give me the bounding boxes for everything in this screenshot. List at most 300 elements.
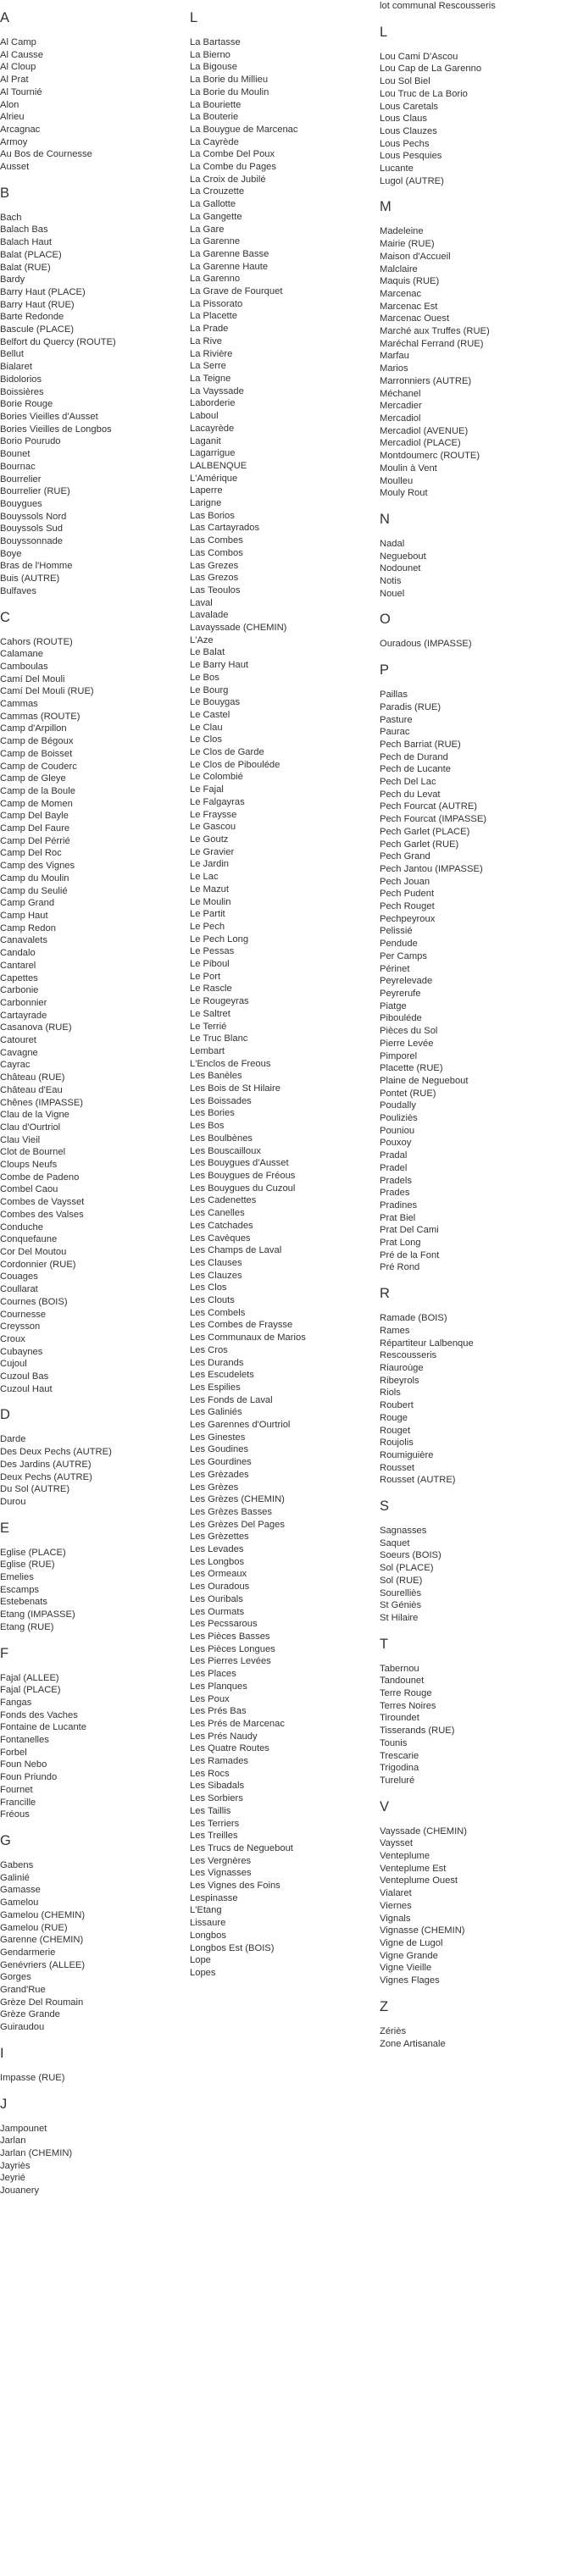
street-link-des-jardins-autre[interactable]: Des Jardins (AUTRE) — [0, 1459, 92, 1470]
street-link-les-clauses[interactable]: Les Clauses — [190, 1257, 242, 1268]
street-link-lou-cap-de-la-garenno[interactable]: Lou Cap de La Garenno — [380, 64, 482, 75]
street-link-le-barry-haut[interactable]: Le Barry Haut — [190, 660, 249, 671]
street-link-camp-redon[interactable]: Camp Redon — [0, 922, 56, 933]
street-link-tabernou[interactable]: Tabernou — [380, 1663, 419, 1674]
street-link-la-bouterie[interactable]: La Bouterie — [190, 112, 239, 123]
street-link-mercadiol[interactable]: Mercadiol — [380, 413, 421, 424]
street-link-les-places[interactable]: Les Places — [190, 1669, 236, 1680]
street-link-laboul[interactable]: Laboul — [190, 411, 219, 422]
street-link-pech-garlet-rue[interactable]: Pech Garlet (RUE) — [380, 839, 459, 850]
street-link-prades[interactable]: Prades — [380, 1188, 410, 1199]
street-link-prat-biel[interactable]: Prat Biel — [380, 1212, 416, 1223]
street-link-laval[interactable]: Laval — [190, 597, 213, 608]
street-link-escamps[interactable]: Escamps — [0, 1584, 40, 1595]
street-link-pradels[interactable]: Pradels — [380, 1175, 412, 1186]
street-link-jampounet[interactable]: Jampounet — [0, 2123, 47, 2134]
street-link-belfort-du-quercy-route[interactable]: Belfort du Quercy (ROUTE) — [0, 336, 116, 347]
street-link-boissieres[interactable]: Boissières — [0, 386, 44, 397]
street-link-pech-grand[interactable]: Pech Grand — [380, 851, 430, 862]
street-link-combes-des-valses[interactable]: Combes des Valses — [0, 1209, 84, 1220]
street-link-clau-vieil[interactable]: Clau Vieil — [0, 1134, 41, 1145]
street-link-bourrelier-rue[interactable]: Bourrelier (RUE) — [0, 486, 70, 497]
street-link-tisserands-rue[interactable]: Tisserands (RUE) — [380, 1726, 455, 1737]
street-link-les-communaux-de-marios[interactable]: Les Communaux de Marios — [190, 1332, 306, 1343]
street-link-foun-priundo[interactable]: Foun Priundo — [0, 1772, 58, 1783]
street-link-les-canelles[interactable]: Les Canelles — [190, 1208, 245, 1219]
street-link-la-prade[interactable]: La Prade — [190, 324, 229, 335]
street-link-moulleu[interactable]: Moulleu — [380, 475, 414, 486]
street-link-la-cayrede[interactable]: La Cayrède — [190, 136, 239, 147]
street-link-clot-de-bournel[interactable]: Clot de Bournel — [0, 1147, 66, 1158]
street-link-le-clau[interactable]: Le Clau — [190, 722, 223, 733]
street-link-les-pres-de-marcenac[interactable]: Les Prés de Marcenac — [190, 1718, 285, 1729]
street-link-le-port[interactable]: Le Port — [190, 971, 221, 982]
street-link-cujoul[interactable]: Cujoul — [0, 1359, 27, 1370]
street-link-le-colombie[interactable]: Le Colombié — [190, 772, 243, 783]
street-link-st-genies[interactable]: St Géniès — [380, 1600, 422, 1611]
street-link-pech-barriat-rue[interactable]: Pech Barriat (RUE) — [380, 739, 461, 750]
street-link-poudally[interactable]: Poudally — [380, 1100, 416, 1111]
street-link-la-garenne-haute[interactable]: La Garenne Haute — [190, 261, 269, 272]
street-link-le-piboul[interactable]: Le Piboul — [190, 959, 230, 970]
street-link-lous-pechs[interactable]: Lous Pechs — [380, 138, 430, 149]
street-link-casanova-rue[interactable]: Casanova (RUE) — [0, 1022, 72, 1033]
street-link-les-goudines[interactable]: Les Goudines — [190, 1444, 249, 1455]
street-link-neguebout[interactable]: Neguebout — [380, 551, 426, 562]
street-link-les-espilies[interactable]: Les Espilies — [190, 1382, 241, 1393]
street-link-cammas[interactable]: Cammas — [0, 699, 38, 710]
street-link-les-baneles[interactable]: Les Banèles — [190, 1071, 242, 1082]
street-link-fonds-des-vaches[interactable]: Fonds des Vaches — [0, 1709, 78, 1720]
street-link-les-grezes-chemin[interactable]: Les Grèzes (CHEMIN) — [190, 1494, 285, 1505]
street-link-freous[interactable]: Fréous — [0, 1809, 30, 1820]
street-link-pimporel[interactable]: Pimporel — [380, 1050, 418, 1061]
street-link-le-clos-de-garde[interactable]: Le Clos de Garde — [190, 747, 264, 758]
street-link-las-cartayrados[interactable]: Las Cartayrados — [190, 523, 260, 534]
street-link-laperre[interactable]: Laperre — [190, 485, 223, 496]
street-link-deux-pechs-autre[interactable]: Deux Pechs (AUTRE) — [0, 1471, 92, 1482]
street-link-gamelou-rue[interactable]: Gamelou (RUE) — [0, 1922, 68, 1933]
street-link-lissaure[interactable]: Lissaure — [190, 1918, 226, 1929]
street-link-foun-nebo[interactable]: Foun Nebo — [0, 1759, 47, 1770]
street-link-garenne-chemin[interactable]: Garenne (CHEMIN) — [0, 1935, 84, 1946]
street-link-peyrelevade[interactable]: Peyrelevade — [380, 976, 433, 987]
street-link-repartiteur-lalbenque[interactable]: Répartiteur Lalbenque — [380, 1338, 474, 1349]
street-link-les-catchades[interactable]: Les Catchades — [190, 1220, 253, 1231]
street-link-tounis[interactable]: Tounis — [380, 1737, 408, 1748]
street-link-le-gravier[interactable]: Le Gravier — [190, 846, 235, 857]
street-link-bras-de-l-homme[interactable]: Bras de l'Homme — [0, 561, 73, 572]
street-link-le-bouygas[interactable]: Le Bouygas — [190, 697, 241, 708]
street-link-cournesse[interactable]: Cournesse — [0, 1309, 47, 1320]
street-link-les-bouygues-de-freous[interactable]: Les Bouygues de Fréous — [190, 1170, 296, 1181]
street-link-francille[interactable]: Francille — [0, 1797, 36, 1808]
street-link-les-poux[interactable]: Les Poux — [190, 1693, 230, 1704]
street-link-les-galinies[interactable]: Les Galiniés — [190, 1407, 242, 1418]
street-link-candalo[interactable]: Candalo — [0, 948, 36, 959]
street-link-carbonie[interactable]: Carbonie — [0, 985, 39, 996]
street-link-les-vignasses[interactable]: Les Vignasses — [190, 1868, 252, 1879]
street-link-des-deux-pechs-autre[interactable]: Des Deux Pechs (AUTRE) — [0, 1447, 112, 1458]
street-link-la-vayssade[interactable]: La Vayssade — [190, 385, 244, 396]
street-link-le-moulin[interactable]: Le Moulin — [190, 896, 231, 907]
street-link-borie-rouge[interactable]: Borie Rouge — [0, 399, 53, 410]
street-link-plaine-de-neguebout[interactable]: Plaine de Neguebout — [380, 1075, 469, 1086]
street-link-cubaynes[interactable]: Cubaynes — [0, 1346, 43, 1357]
street-link-lou-truc-de-la-borio[interactable]: Lou Truc de La Borio — [380, 88, 468, 99]
street-link-sagnasses[interactable]: Sagnasses — [380, 1526, 427, 1537]
street-link-le-clos-de-piboulede[interactable]: Le Clos de Pibouléde — [190, 759, 280, 770]
street-link-prat-del-cami[interactable]: Prat Del Cami — [380, 1225, 439, 1236]
street-link-chateau-rue[interactable]: Château (RUE) — [0, 1072, 65, 1083]
street-link-pechpeyroux[interactable]: Pechpeyroux — [380, 913, 436, 924]
street-link-fournet[interactable]: Fournet — [0, 1784, 33, 1795]
street-link-cor-del-moutou[interactable]: Cor Del Moutou — [0, 1246, 67, 1257]
street-link-les-vergneres[interactable]: Les Vergnères — [190, 1855, 252, 1866]
street-link-bellut[interactable]: Bellut — [0, 349, 24, 360]
street-link-le-goutz[interactable]: Le Goutz — [190, 834, 229, 845]
street-link-lugol-autre[interactable]: Lugol (AUTRE) — [380, 175, 444, 186]
street-link-cuzoul-haut[interactable]: Cuzoul Haut — [0, 1383, 53, 1394]
street-link-le-truc-blanc[interactable]: Le Truc Blanc — [190, 1033, 248, 1044]
street-link-las-borios[interactable]: Las Borios — [190, 510, 235, 521]
street-link-conduche[interactable]: Conduche — [0, 1222, 44, 1233]
street-link-les-planques[interactable]: Les Planques — [190, 1681, 247, 1692]
street-link-pech-fourcat-impasse[interactable]: Pech Fourcat (IMPASSE) — [380, 814, 487, 825]
street-link-prat-long[interactable]: Prat Long — [380, 1238, 421, 1249]
street-link-boye[interactable]: Boye — [0, 548, 22, 559]
street-link-piboulede[interactable]: Pibouléde — [380, 1013, 422, 1024]
street-link-pech-pudent[interactable]: Pech Pudent — [380, 889, 435, 900]
street-link-venteplume-ouest[interactable]: Venteplume Ouest — [380, 1875, 458, 1886]
street-link-camp-de-momen[interactable]: Camp de Momen — [0, 798, 73, 809]
street-link-alon[interactable]: Alon — [0, 99, 19, 110]
street-link-les-grezettes[interactable]: Les Grèzettes — [190, 1532, 249, 1543]
street-link-croux[interactable]: Croux — [0, 1333, 25, 1344]
street-link-les-fonds-de-laval[interactable]: Les Fonds de Laval — [190, 1394, 273, 1405]
street-link-les-champs-de-laval[interactable]: Les Champs de Laval — [190, 1245, 282, 1256]
street-link-barte-redonde[interactable]: Barte Redonde — [0, 312, 64, 323]
street-link-arcagnac[interactable]: Arcagnac — [0, 124, 41, 135]
street-link-les-clauzes[interactable]: Les Clauzes — [190, 1270, 242, 1281]
street-link-couages[interactable]: Couages — [0, 1271, 38, 1282]
street-link-la-riviere[interactable]: La Rivière — [190, 348, 233, 359]
street-link-nadal[interactable]: Nadal — [380, 538, 405, 549]
street-link-piatge[interactable]: Piatge — [380, 1000, 407, 1011]
street-link-tandounet[interactable]: Tandounet — [380, 1676, 425, 1687]
street-link-marcenac[interactable]: Marcenac — [380, 288, 422, 299]
street-link-la-garenne[interactable]: La Garenne — [190, 236, 241, 247]
street-link-coullarat[interactable]: Coullarat — [0, 1284, 38, 1295]
street-link-al-causse[interactable]: Al Causse — [0, 49, 43, 60]
street-link-lavayssade-chemin[interactable]: Lavayssade (CHEMIN) — [190, 623, 287, 634]
street-link-les-sibadals[interactable]: Les Sibadals — [190, 1781, 245, 1792]
street-link-pasture[interactable]: Pasture — [380, 714, 413, 725]
street-link-les-rocs[interactable]: Les Rocs — [190, 1768, 230, 1779]
street-link-camp-d-arpillon[interactable]: Camp d'Arpillon — [0, 723, 67, 734]
street-link-cartayrade[interactable]: Cartayrade — [0, 1010, 47, 1021]
street-link-gamelou[interactable]: Gamelou — [0, 1897, 39, 1908]
street-link-mouly-rout[interactable]: Mouly Rout — [380, 488, 428, 499]
street-link-camp-des-vignes[interactable]: Camp des Vignes — [0, 861, 75, 872]
street-link-pouniou[interactable]: Pouniou — [380, 1125, 415, 1136]
street-link-riaurouge[interactable]: Riauroùge — [380, 1362, 424, 1373]
street-link-ramade-bois[interactable]: Ramade (BOIS) — [380, 1313, 447, 1324]
street-link-la-gare[interactable]: La Gare — [190, 224, 225, 235]
street-link-balat-rue[interactable]: Balat (RUE) — [0, 262, 51, 273]
street-link-genevriers-allee[interactable]: Genévriers (ALLEE) — [0, 1959, 86, 1970]
street-link-canavalets[interactable]: Canavalets — [0, 935, 47, 946]
street-link-marios[interactable]: Marios — [380, 363, 408, 374]
street-link-las-teoulos[interactable]: Las Teoulos — [190, 584, 241, 596]
street-link-pre-rond[interactable]: Pré Rond — [380, 1262, 420, 1273]
street-link-pontet-rue[interactable]: Pontet (RUE) — [380, 1088, 436, 1099]
street-link-les-bouygues-d-ausset[interactable]: Les Bouygues d'Ausset — [190, 1158, 289, 1169]
street-link-turelure[interactable]: Tureluré — [380, 1775, 415, 1786]
street-link-les-taillis[interactable]: Les Taillis — [190, 1805, 231, 1816]
street-link-vignals[interactable]: Vignals — [380, 1913, 411, 1924]
street-link-jayries[interactable]: Jayriès — [0, 2160, 31, 2171]
street-link-rames[interactable]: Rames — [380, 1325, 410, 1336]
street-link-mairie-rue[interactable]: Mairie (RUE) — [380, 239, 435, 250]
street-link-camp-du-seulie[interactable]: Camp du Seulié — [0, 885, 68, 896]
street-link-vayssade-chemin[interactable]: Vayssade (CHEMIN) — [380, 1825, 467, 1836]
street-link-les-ginestes[interactable]: Les Ginestes — [190, 1432, 246, 1443]
street-link-saquet[interactable]: Saquet — [380, 1537, 410, 1548]
street-link-creysson[interactable]: Creysson — [0, 1321, 41, 1332]
street-link-la-bartasse[interactable]: La Bartasse — [190, 37, 241, 47]
street-link-rousset-autre[interactable]: Rousset (AUTRE) — [380, 1475, 456, 1486]
street-link-marronniers-autre[interactable]: Marronniers (AUTRE) — [380, 375, 472, 386]
street-link-la-borie-du-millieu[interactable]: La Borie du Millieu — [190, 75, 269, 86]
street-link-catouret[interactable]: Catouret — [0, 1035, 36, 1046]
street-link-mercadiol-place[interactable]: Mercadiol (PLACE) — [380, 438, 461, 449]
street-link-la-bouygue-de-marcenac[interactable]: La Bouygue de Marcenac — [190, 124, 298, 135]
street-link-fontanelles[interactable]: Fontanelles — [0, 1735, 49, 1746]
street-link-jouanery[interactable]: Jouanery — [0, 2185, 40, 2197]
street-link-notis[interactable]: Notis — [380, 576, 402, 587]
street-link-rouget[interactable]: Rouget — [380, 1425, 411, 1436]
street-link-les-pieces-longues[interactable]: Les Pièces Longues — [190, 1643, 275, 1654]
street-link-le-falgayras[interactable]: Le Falgayras — [190, 796, 245, 807]
street-link-lembart[interactable]: Lembart — [190, 1045, 225, 1056]
street-link-pelissie[interactable]: Pelissié — [380, 926, 413, 937]
street-link-le-pessas[interactable]: Le Pessas — [190, 946, 235, 957]
street-link-lalbenque[interactable]: LALBENQUE — [190, 460, 247, 471]
street-link-pieces-du-sol[interactable]: Pièces du Sol — [380, 1026, 438, 1037]
street-link-les-grezades[interactable]: Les Grèzades — [190, 1469, 249, 1480]
street-link-gorges[interactable]: Gorges — [0, 1972, 31, 1983]
street-link-le-fajal[interactable]: Le Fajal — [190, 784, 224, 795]
street-link-les-ourmats[interactable]: Les Ourmats — [190, 1606, 245, 1617]
street-link-eglise-place[interactable]: Eglise (PLACE) — [0, 1547, 66, 1558]
street-link-pech-jantou-impasse[interactable]: Pech Jantou (IMPASSE) — [380, 863, 483, 874]
street-link-peyrerufe[interactable]: Peyrerufe — [380, 989, 421, 999]
street-link-zone-artisanale[interactable]: Zone Artisanale — [380, 2038, 446, 2049]
street-link-fajal-place[interactable]: Fajal (PLACE) — [0, 1685, 61, 1696]
street-link-jarlan[interactable]: Jarlan — [0, 2136, 26, 2147]
street-link-maison-d-accueil[interactable]: Maison d'Accueil — [380, 251, 451, 262]
street-link-clau-d-ourtriol[interactable]: Clau d'Ourtriol — [0, 1122, 61, 1133]
street-link-fajal-allee[interactable]: Fajal (ALLEE) — [0, 1672, 59, 1683]
street-link-etang-rue[interactable]: Etang (RUE) — [0, 1621, 54, 1632]
street-link-le-mazut[interactable]: Le Mazut — [190, 884, 230, 895]
street-link-la-teigne[interactable]: La Teigne — [190, 373, 231, 384]
street-link-durou[interactable]: Durou — [0, 1496, 26, 1507]
street-link-la-borie-du-moulin[interactable]: La Borie du Moulin — [190, 86, 269, 97]
street-link-cami-del-mouli-rue[interactable]: Camí Del Mouli (RUE) — [0, 686, 94, 697]
street-link-al-camp[interactable]: Al Camp — [0, 37, 36, 47]
street-link-armoy[interactable]: Armoy — [0, 136, 28, 147]
street-link-les-durands[interactable]: Les Durands — [190, 1357, 244, 1368]
street-link-tiroundet[interactable]: Tiroundet — [380, 1713, 419, 1724]
street-link-lagarrigue[interactable]: Lagarrigue — [190, 448, 236, 459]
street-link-pradal[interactable]: Pradal — [380, 1150, 408, 1161]
street-link-la-bigouse[interactable]: La Bigouse — [190, 62, 237, 73]
street-link-jeyrie[interactable]: Jeyrié — [0, 2173, 25, 2184]
street-link-combel-caou[interactable]: Combel Caou — [0, 1184, 58, 1195]
street-link-les-longbos[interactable]: Les Longbos — [190, 1556, 245, 1567]
street-link-marcenac-ouest[interactable]: Marcenac Ouest — [380, 313, 450, 324]
street-link-la-combe-del-poux[interactable]: La Combe Del Poux — [190, 149, 275, 160]
street-link-darde[interactable]: Darde — [0, 1434, 26, 1445]
street-link-conquefaune[interactable]: Conquefaune — [0, 1234, 58, 1245]
street-link-eglise-rue[interactable]: Eglise (RUE) — [0, 1559, 55, 1571]
street-link-camp-del-perrie[interactable]: Camp Del Pérrié — [0, 835, 70, 846]
street-link-estebenats[interactable]: Estebenats — [0, 1597, 47, 1608]
street-link-les-grezes-basses[interactable]: Les Grèzes Basses — [190, 1506, 273, 1517]
street-link-les-boissades[interactable]: Les Boissades — [190, 1095, 252, 1106]
street-link-lous-claus[interactable]: Lous Claus — [380, 114, 427, 125]
street-link-le-balat[interactable]: Le Balat — [190, 647, 225, 658]
street-link-les-ouradous[interactable]: Les Ouradous — [190, 1582, 250, 1593]
street-link-pradines[interactable]: Pradines — [380, 1199, 418, 1210]
street-link-placette-rue[interactable]: Placette (RUE) — [380, 1063, 443, 1074]
street-link-balach-haut[interactable]: Balach Haut — [0, 237, 52, 248]
street-link-vigne-de-lugol[interactable]: Vigne de Lugol — [380, 1938, 443, 1948]
street-link-las-grezes[interactable]: Las Grezes — [190, 560, 239, 571]
street-link-impasse-rue[interactable]: Impasse (RUE) — [0, 2072, 65, 2083]
street-link-alrieu[interactable]: Alrieu — [0, 112, 25, 123]
street-link-vialaret[interactable]: Vialaret — [380, 1888, 412, 1899]
street-link-montdoumerc-route[interactable]: Montdoumerc (ROUTE) — [380, 451, 480, 462]
street-link-sol-place[interactable]: Sol (PLACE) — [380, 1563, 434, 1574]
street-link-le-rougeyras[interactable]: Le Rougeyras — [190, 996, 249, 1007]
street-link-les-clos[interactable]: Les Clos — [190, 1282, 227, 1294]
street-link-vaysset[interactable]: Vaysset — [380, 1838, 413, 1849]
street-link-les-pierres-levees[interactable]: Les Pierres Levées — [190, 1656, 271, 1667]
street-link-cordonnier-rue[interactable]: Cordonnier (RUE) — [0, 1259, 76, 1270]
street-link-du-sol-autre[interactable]: Du Sol (AUTRE) — [0, 1484, 70, 1495]
street-link-bardy[interactable]: Bardy — [0, 274, 25, 285]
street-link-ribeyrols[interactable]: Ribeyrols — [380, 1375, 419, 1386]
street-link-balach-bas[interactable]: Balach Bas — [0, 224, 48, 235]
street-link-cahors-route[interactable]: Cahors (ROUTE) — [0, 636, 73, 647]
street-link-les-bois-de-st-hilaire[interactable]: Les Bois de St Hilaire — [190, 1083, 280, 1094]
street-link-les-grezes-del-pages[interactable]: Les Grèzes Del Pages — [190, 1519, 285, 1530]
street-link-lous-pesquies[interactable]: Lous Pesquies — [380, 151, 442, 162]
street-link-marche-aux-truffes-rue[interactable]: Marché aux Truffes (RUE) — [380, 326, 490, 337]
street-link-forbel[interactable]: Forbel — [0, 1747, 27, 1758]
street-link-capettes[interactable]: Capettes — [0, 972, 38, 983]
street-link-camp-haut[interactable]: Camp Haut — [0, 911, 48, 921]
street-link-camp-de-gleye[interactable]: Camp de Gleye — [0, 773, 66, 784]
street-link-longbos-est-bois[interactable]: Longbos Est (BOIS) — [190, 1942, 275, 1953]
street-link-las-combes[interactable]: Las Combes — [190, 535, 243, 546]
street-link-bidolorios[interactable]: Bidolorios — [0, 374, 42, 385]
street-link-camboulas[interactable]: Camboulas — [0, 661, 48, 672]
street-link-la-garenne-basse[interactable]: La Garenne Basse — [190, 248, 269, 259]
street-link-lous-caretals[interactable]: Lous Caretals — [380, 101, 439, 112]
street-link-sourellies[interactable]: Sourelliès — [380, 1587, 422, 1598]
street-link-l-enclos-de-freous[interactable]: L'Enclos de Freous — [190, 1058, 271, 1069]
street-link-clau-de-la-vigne[interactable]: Clau de la Vigne — [0, 1110, 69, 1121]
street-link-le-rascle[interactable]: Le Rascle — [190, 983, 232, 994]
street-link-camp-de-couderc[interactable]: Camp de Couderc — [0, 761, 77, 772]
street-link-cavagne[interactable]: Cavagne — [0, 1047, 38, 1058]
street-link-fangas[interactable]: Fangas — [0, 1697, 32, 1708]
street-link-le-clos[interactable]: Le Clos — [190, 734, 222, 745]
street-link-le-pech[interactable]: Le Pech — [190, 921, 225, 932]
street-link-le-pech-long[interactable]: Le Pech Long — [190, 933, 249, 945]
street-link-le-bourg[interactable]: Le Bourg — [190, 684, 229, 695]
street-link-lespinasse[interactable]: Lespinasse — [190, 1892, 238, 1903]
street-link-gabens[interactable]: Gabens — [0, 1860, 34, 1870]
street-link-la-bierno[interactable]: La Bierno — [190, 49, 230, 60]
street-link-le-lac[interactable]: Le Lac — [190, 872, 219, 883]
street-link-moulin-a-vent[interactable]: Moulin à Vent — [380, 463, 437, 474]
street-link-la-gangette[interactable]: La Gangette — [190, 211, 242, 222]
street-link-poulizies[interactable]: Pouliziès — [380, 1113, 418, 1124]
street-link-ausset[interactable]: Ausset — [0, 162, 30, 173]
street-link-l-aze[interactable]: L'Aze — [190, 634, 214, 645]
street-link-per-camps[interactable]: Per Camps — [380, 950, 427, 961]
street-link-roubert[interactable]: Roubert — [380, 1400, 414, 1411]
street-link-les-caveques[interactable]: Les Cavèques — [190, 1233, 251, 1244]
street-link-lucante[interactable]: Lucante — [380, 163, 414, 175]
street-link-gamelou-chemin[interactable]: Gamelou (CHEMIN) — [0, 1909, 86, 1920]
street-link-mechanel[interactable]: Méchanel — [380, 388, 421, 399]
street-link-pech-garlet-place[interactable]: Pech Garlet (PLACE) — [380, 826, 470, 837]
street-link-l-amerique[interactable]: L'Amérique — [190, 473, 238, 484]
street-link-mercadier[interactable]: Mercadier — [380, 401, 422, 412]
street-link-pradel[interactable]: Pradel — [380, 1162, 408, 1173]
street-link-les-cros[interactable]: Les Cros — [190, 1344, 228, 1355]
street-link-les-gourdines[interactable]: Les Gourdines — [190, 1457, 252, 1468]
street-link-maquis-rue[interactable]: Maquis (RUE) — [380, 276, 440, 287]
street-link-calamane[interactable]: Calamane — [0, 649, 43, 660]
street-link-laganit[interactable]: Laganit — [190, 435, 221, 446]
street-link-roujolis[interactable]: Roujolis — [380, 1438, 414, 1449]
street-link-malclaire[interactable]: Malclaire — [380, 263, 418, 274]
street-link-les-treilles[interactable]: Les Treilles — [190, 1831, 238, 1842]
street-link-pech-rouget[interactable]: Pech Rouget — [380, 901, 435, 912]
street-link-trigodina[interactable]: Trigodina — [380, 1763, 419, 1774]
street-link-camp-del-faure[interactable]: Camp Del Faure — [0, 823, 70, 834]
street-link-bascule-place[interactable]: Bascule (PLACE) — [0, 324, 75, 335]
street-link-chenes-impasse[interactable]: Chênes (IMPASSE) — [0, 1097, 84, 1108]
street-link-greze-grande[interactable]: Grèze Grande — [0, 2009, 60, 2020]
street-link-grand-rue[interactable]: Grand'Rue — [0, 1985, 46, 1996]
street-link-la-pissorato[interactable]: La Pissorato — [190, 298, 243, 309]
street-link-la-rive[interactable]: La Rive — [190, 335, 222, 346]
street-link-les-bouygues-du-cuzoul[interactable]: Les Bouygues du Cuzoul — [190, 1183, 296, 1194]
street-link-terre-rouge[interactable]: Terre Rouge — [380, 1688, 432, 1699]
street-link-nouel[interactable]: Nouel — [380, 588, 405, 599]
street-link-marechal-ferrand-rue[interactable]: Maréchal Ferrand (RUE) — [380, 338, 484, 349]
street-link-cammas-route[interactable]: Cammas (ROUTE) — [0, 711, 81, 722]
street-link-la-grave-de-fourquet[interactable]: La Grave de Fourquet — [190, 286, 283, 297]
